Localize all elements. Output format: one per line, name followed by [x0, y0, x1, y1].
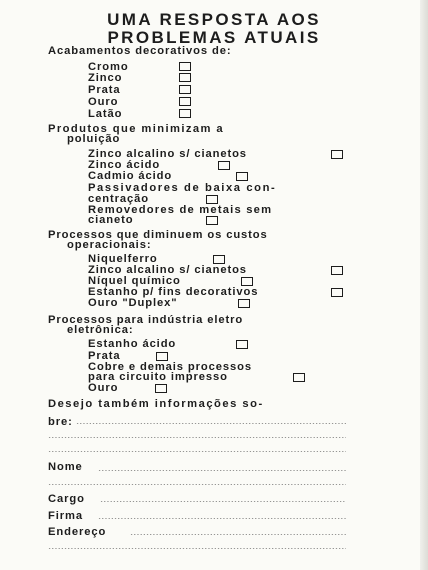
electronics-heading-line-2: eletrônica:: [67, 324, 134, 336]
checkbox-niquelferro[interactable]: [213, 255, 225, 264]
address-field[interactable]: [130, 534, 346, 535]
info-field-line-3[interactable]: [48, 451, 346, 452]
checkbox-niquel-quimico[interactable]: [241, 277, 253, 286]
checkbox-estanho-decorativos[interactable]: [331, 288, 343, 297]
checkbox-passivadores[interactable]: [206, 195, 218, 204]
costs-heading-line-2: operacionais:: [67, 239, 152, 251]
checkbox-prata[interactable]: [179, 85, 191, 94]
option-label-zinco-acido: Zinco ácido: [88, 159, 161, 171]
checkbox-cadmio-acido[interactable]: [236, 172, 248, 181]
checkbox-cromo[interactable]: [179, 62, 191, 71]
option-label-ouro-duplex: Ouro "Duplex": [88, 297, 178, 309]
name-label: Nome: [48, 461, 83, 473]
option-label-prata-2: Prata: [88, 350, 121, 362]
option-label-removedores: Removedores de metais sem: [88, 204, 273, 216]
option-label-niquelferro: Niquelferro: [88, 253, 158, 265]
title-line-2: PROBLEMAS ATUAIS: [107, 28, 321, 47]
firma-field[interactable]: [98, 518, 346, 519]
address-field-line-2[interactable]: [48, 548, 346, 549]
option-label-estanho-decorativos: Estanho p/ fins decorativos: [88, 286, 259, 298]
checkbox-estanho-acido[interactable]: [236, 340, 248, 349]
name-field-line-2[interactable]: [48, 484, 346, 485]
option-label-passivadores: Passivadores de baixa con-: [88, 182, 277, 194]
option-label-ouro: Ouro: [88, 96, 119, 108]
pollution-heading-line-2: poluição: [67, 133, 121, 145]
checkbox-ouro[interactable]: [179, 97, 191, 106]
option-label-cobre: Cobre e demais processos: [88, 361, 252, 373]
name-field[interactable]: [98, 470, 346, 471]
option-label-niquel-quimico: Níquel químico: [88, 275, 181, 287]
cargo-field[interactable]: [100, 501, 346, 502]
option-label-latao: Latão: [88, 108, 123, 120]
checkbox-ouro-2[interactable]: [155, 384, 167, 393]
option-label-prata: Prata: [88, 84, 121, 96]
pollution-heading-line-1: Produtos que minimizam a: [48, 123, 224, 135]
option-label-passivadores-cont: centração: [88, 193, 149, 205]
electronics-heading-line-1: Processos para indústria eletro: [48, 314, 244, 326]
checkbox-ouro-duplex[interactable]: [238, 299, 250, 308]
checkbox-prata-2[interactable]: [156, 352, 168, 361]
decorative-heading: Acabamentos decorativos de:: [48, 45, 232, 57]
info-field-line-2[interactable]: [48, 437, 346, 438]
costs-heading-line-1: Processos que diminuem os custos: [48, 229, 268, 241]
option-label-ouro-2: Ouro: [88, 382, 119, 394]
info-field-line-1[interactable]: [76, 423, 346, 424]
checkbox-zinco-alcalino-2[interactable]: [331, 266, 343, 275]
checkbox-removedores[interactable]: [206, 216, 218, 225]
option-label-zinco-alcalino-2: Zinco alcalino s/ cianetos: [88, 264, 247, 276]
firma-label: Firma: [48, 510, 83, 522]
checkbox-zinco-alcalino[interactable]: [331, 150, 343, 159]
option-label-zinco-alcalino: Zinco alcalino s/ cianetos: [88, 148, 247, 160]
option-label-cadmio-acido: Cadmio ácido: [88, 170, 173, 182]
checkbox-cobre[interactable]: [293, 373, 305, 382]
option-label-cobre-cont: para circuito impresso: [88, 371, 228, 383]
checkbox-zinco-acido[interactable]: [218, 161, 230, 170]
option-label-removedores-cont: cianeto: [88, 214, 134, 226]
info-request-line-2: bre:: [48, 416, 73, 428]
cargo-label: Cargo: [48, 493, 85, 505]
checkbox-latao[interactable]: [179, 109, 191, 118]
checkbox-zinco[interactable]: [179, 73, 191, 82]
address-label: Endereço: [48, 526, 107, 538]
title-line-1: UMA RESPOSTA AOS: [107, 10, 321, 29]
option-label-cromo: Cromo: [88, 61, 129, 73]
option-label-zinco: Zinco: [88, 72, 123, 84]
info-request-line-1: Desejo também informações so-: [48, 398, 264, 410]
page-edge-shadow: [420, 0, 428, 570]
option-label-estanho-acido: Estanho ácido: [88, 338, 177, 350]
